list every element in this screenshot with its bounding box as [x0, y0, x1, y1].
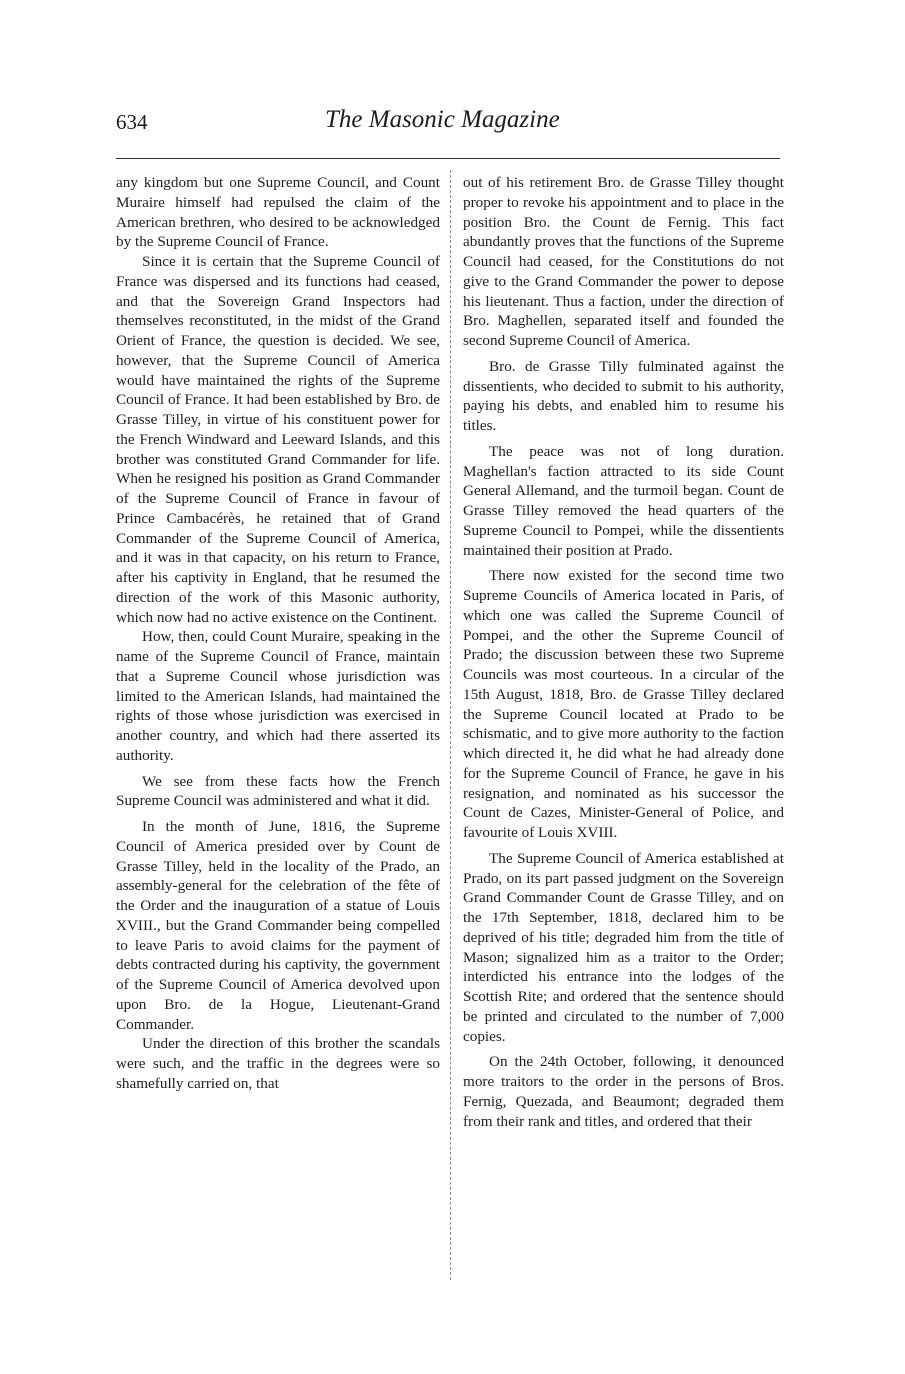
paragraph: There now existed for the second time two Supreme Councils of America located in Paris, of which one was called the Supreme Council of Pompei, and the other the Supreme Council of Prado; the discussion between these two Supreme Councils was most courteous. In a circular of the 15th August, 1818, Bro. de Grasse Tilley declared the Supreme Council located at Prado to be schismatic, and to give more authority to the faction which directed it, he did what he had already done for the Supreme Council of France, he gave in his resignation, and nominated as his successor the Count de Cazes, Minister-General of Police, and favourite of Louis XVIII. — [463, 567, 784, 841]
paragraph: The peace was not of long duration. Maghellan's faction attracted to its side Count General Allemand, and the turmoil began. Count de Grasse Tilley removed the head quarters of the Supreme Council to Pompei, while the dissentients maintained their position at Prado. — [463, 442, 784, 559]
paragraph: Since it is certain that the Supreme Council of France was dispersed and its functions had ceased, and that the Sovereign Grand Inspectors had themselves reconstituted, in the midst of the Grand Orient of France, the question is decided. We see, however, that the Supreme Council of America would have maintained the rights of the Supreme Council of France. It had been established by Bro. de Grasse Tilley, in virtue of his constituent power for the French Windward and Leeward Islands, and this brother was constituted Grand Commander for life. When he resigned his position as Grand Commander of the Supreme Council of France in favour of Prince Cambacérès, he retained that of Grand Commander of the Supreme Council of America, and it was in that capacity, on his return to France, after his captivity in England, that he resumed the direction of the work of this Masonic authority, which now had no active existence on the Continent. — [116, 253, 440, 626]
paragraph: The Supreme Council of America established at Prado, on its part passed judgment on the Sovereign Grand Commander Count de Grasse Tilley, and on the 17th September, 1818, declared him to be deprived of his title; degraded him from the title of Mason; signalized him as a traitor to the Order; interdicted his entrance into the lodges of the Scottish Rite; and ordered that the sentence should be printed and circulated to the number of 7,000 copies. — [463, 849, 784, 1045]
paragraph: We see from these facts how the French Supreme Council was administered and what it did. — [116, 772, 440, 810]
paragraph: On the 24th October, following, it denounced more traitors to the order in the persons of Bros. Fernig, Quezada, and Beaumont; degraded them from their rank and titles, and ordered that their — [463, 1053, 784, 1130]
right-column — [463, 173, 784, 1131]
paragraph: Bro. de Grasse Tilly fulminated against the dissentients, who decided to submit to his authority, paying his debts, and enabled him to resume his titles. — [463, 357, 784, 434]
header-rule — [116, 158, 780, 159]
left-column — [116, 173, 440, 1094]
paragraph: Under the direction of this brother the scandals were such, and the traffic in the degrees were so shamefully carried on, that — [116, 1035, 440, 1092]
paragraph: out of his retirement Bro. de Grasse Tilley thought proper to revoke his appointment and to place in the position Bro. the Count de Fernig. This fact abundantly proves that the functions of the Supreme Council had ceased, for the Constitutions do not give to the Grand Commander the power to depose his lieutenant. Thus a faction, under the direction of Bro. Maghellen, separated itself and founded the second Supreme Council of America. — [463, 174, 784, 349]
running-title: The Masonic Magazine — [325, 106, 560, 133]
column-divider — [450, 170, 451, 1280]
paragraph: any kingdom but one Supreme Council, and Count Muraire himself had repulsed the claim of the American brethren, who desired to be acknowledged by the Supreme Council of France. — [116, 174, 440, 251]
paragraph: In the month of June, 1816, the Supreme Council of America presided over by Count de Grasse Tilley, held in the locality of the Prado, an assembly-general for the celebration of the fête of the Order and the inauguration of a statue of Louis XVIII., but the Grand Commander being compelled to leave Paris to avoid claims for the payment of debts contracted during his captivity, the government of the Supreme Council of America devolved upon upon Bro. de la Hogue, Lieutenant-Grand Commander. — [116, 818, 440, 1033]
page-number: 634 — [116, 110, 148, 134]
paragraph: How, then, could Count Muraire, speaking in the name of the Supreme Council of France, maintain that a Supreme Council whose jurisdiction was limited to the American Islands, had maintained the rights of those whose jurisdiction was exercised in another country, and which had there asserted its authority. — [116, 628, 440, 764]
